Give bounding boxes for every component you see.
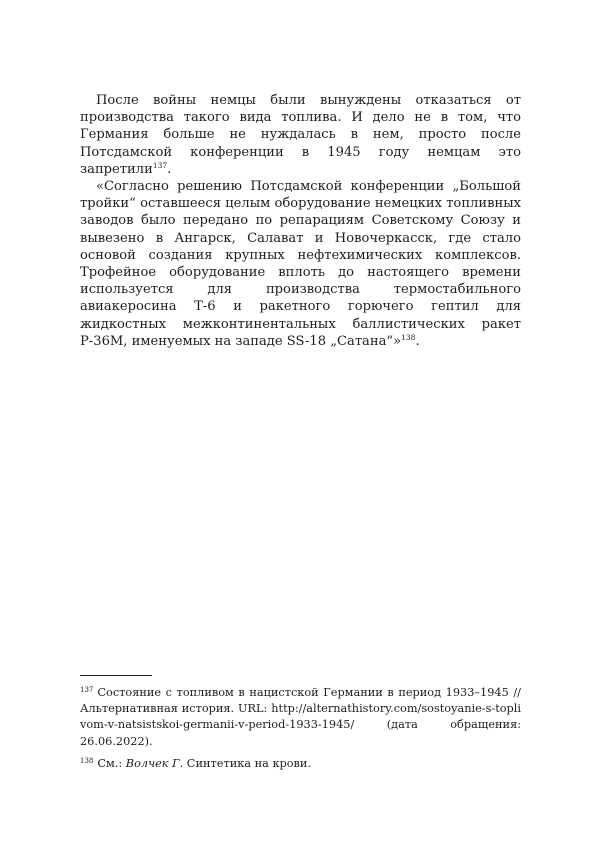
footnote-text: Состояние с топливом в нацистской Германии в период 1933–1945 // Альтернативная история. URL:: [80, 686, 521, 716]
paragraph-end: .: [415, 333, 420, 349]
footnote-url-link[interactable]: http://alternathistory.com/sostoyanie-s-toplivom-v-natsistskoi-germanii-v-period-1933-1945/: [80, 702, 521, 732]
footnote-138: [80, 756, 521, 772]
paragraph-1: [80, 92, 521, 178]
footnote-number: 138: [80, 756, 94, 765]
footnotes: [80, 685, 521, 778]
footnote-137: [80, 685, 521, 750]
paragraph-text: После войны немцы были вынуждены отказаться от производства такого вида топлива. И дело не в том, что Германия больше не нуждалась в нем, просто после Потсдамской конференции в 1945 году немцам это запретили: [80, 93, 521, 177]
footnote-ref-138[interactable]: 138: [401, 332, 416, 342]
footnote-title: Синтетика на крови.: [183, 756, 312, 770]
footnote-number: 137: [80, 686, 94, 694]
paragraph-2: [80, 178, 521, 350]
footnote-ref-137[interactable]: 137: [152, 160, 168, 170]
paragraph-text: «Согласно решению Потсдамской конференции „Большой тройки“ оставшееся целым оборудование немецких топливных заводов было передано по репарациям Советскому Союзу и вывезено в Ангарск, Салават и Новочеркасск, где стало основой создания крупных нефтехимических комплексов. Трофейное оборудование вплоть до настоящего времени используется для производства термостабильного авиакеросина Т-6 и ракетного горючего гептил для жидкостных межконтинентальных баллистических ракет Р-36М, именуемых на западе SS-18 „Сатана“»: [80, 179, 521, 349]
footnote-prefix: См.:: [97, 756, 126, 770]
footnote-author: Волчек Г.: [125, 756, 184, 770]
footnote-divider: [80, 675, 152, 676]
paragraph-end: .: [167, 161, 172, 177]
main-text: [80, 92, 521, 350]
footnote-tail: (дата обращения: 26.06.2022).: [80, 718, 521, 748]
